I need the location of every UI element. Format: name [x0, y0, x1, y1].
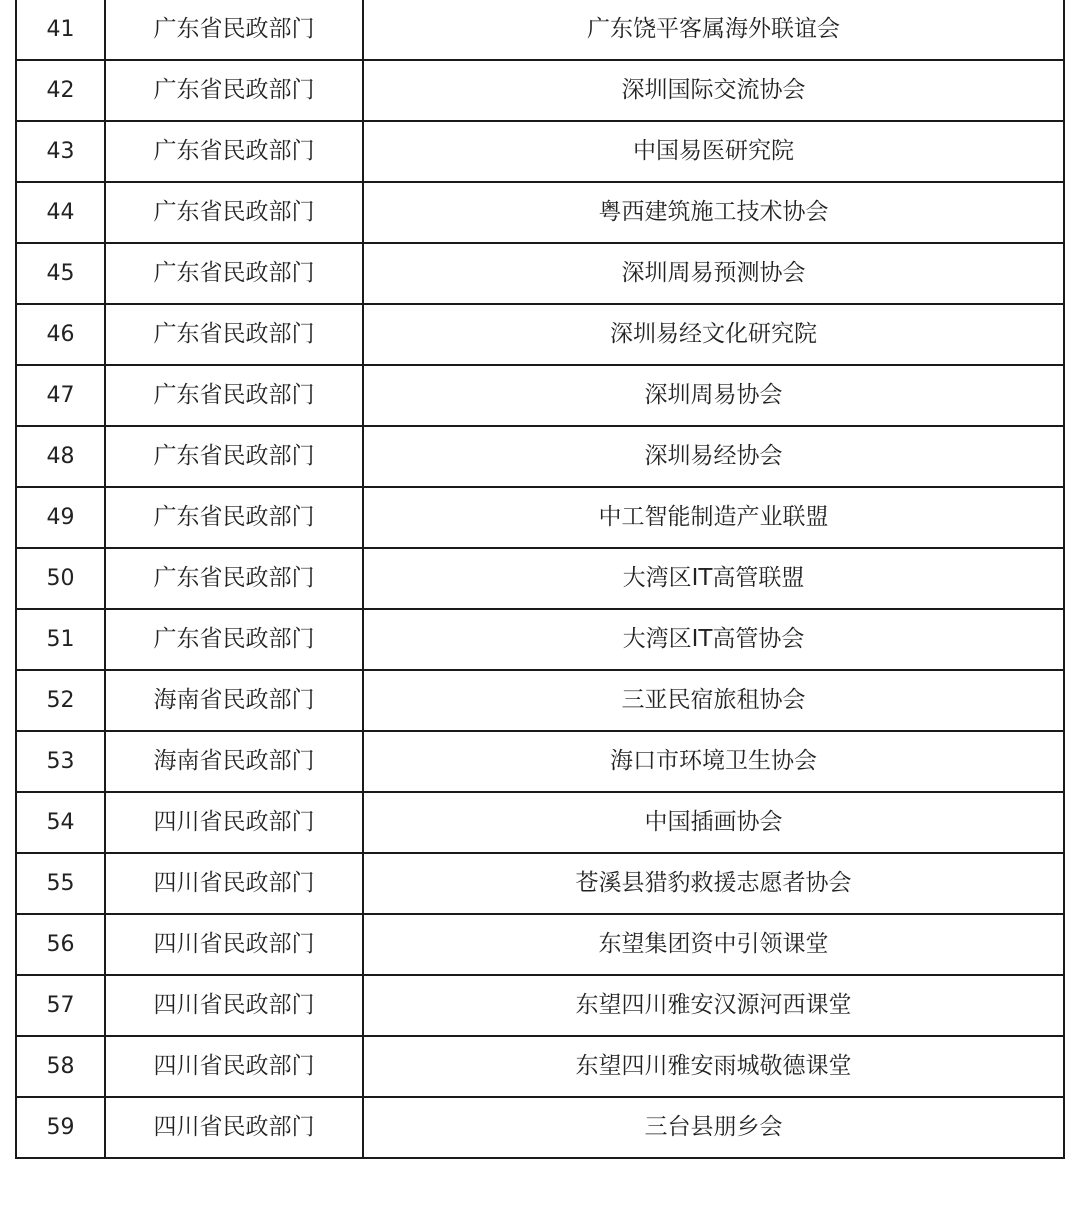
table-row — [16, 243, 1064, 304]
department-cell: 四川省民政部门 — [105, 1036, 363, 1097]
organization-name-cell: 海口市环境卫生协会 — [363, 731, 1064, 792]
department-cell: 广东省民政部门 — [105, 121, 363, 182]
organization-name-cell: 深圳国际交流协会 — [363, 60, 1064, 121]
row-number-cell: 45 — [16, 243, 105, 304]
table-row — [16, 975, 1064, 1036]
department-cell: 广东省民政部门 — [105, 487, 363, 548]
organization-name-cell: 中工智能制造产业联盟 — [363, 487, 1064, 548]
department-cell: 广东省民政部门 — [105, 243, 363, 304]
row-number-cell: 55 — [16, 853, 105, 914]
organization-name-cell: 苍溪县猎豹救援志愿者协会 — [363, 853, 1064, 914]
table-row — [16, 365, 1064, 426]
table-body — [16, 0, 1064, 1158]
row-number-cell: 48 — [16, 426, 105, 487]
table-row — [16, 1097, 1064, 1158]
organization-name-cell: 东望集团资中引领课堂 — [363, 914, 1064, 975]
department-cell: 广东省民政部门 — [105, 609, 363, 670]
table-row — [16, 487, 1064, 548]
table-row — [16, 426, 1064, 487]
department-cell: 四川省民政部门 — [105, 914, 363, 975]
department-cell: 广东省民政部门 — [105, 60, 363, 121]
table-row — [16, 182, 1064, 243]
organization-name-cell: 三亚民宿旅租协会 — [363, 670, 1064, 731]
table-row — [16, 853, 1064, 914]
row-number-cell: 47 — [16, 365, 105, 426]
organization-name-cell: 大湾区IT高管联盟 — [363, 548, 1064, 609]
organization-list-table — [15, 0, 1065, 1159]
row-number-cell: 59 — [16, 1097, 105, 1158]
organization-name-cell: 深圳易经协会 — [363, 426, 1064, 487]
department-cell: 广东省民政部门 — [105, 0, 363, 60]
table-row — [16, 0, 1064, 60]
row-number-cell: 50 — [16, 548, 105, 609]
row-number-cell: 58 — [16, 1036, 105, 1097]
department-cell: 四川省民政部门 — [105, 975, 363, 1036]
table-row — [16, 1036, 1064, 1097]
organization-name-cell: 深圳周易协会 — [363, 365, 1064, 426]
department-cell: 广东省民政部门 — [105, 548, 363, 609]
organization-name-cell: 东望四川雅安雨城敬德课堂 — [363, 1036, 1064, 1097]
table-row — [16, 60, 1064, 121]
department-cell: 广东省民政部门 — [105, 426, 363, 487]
table-row — [16, 609, 1064, 670]
organization-name-cell: 中国易医研究院 — [363, 121, 1064, 182]
row-number-cell: 57 — [16, 975, 105, 1036]
organization-name-cell: 大湾区IT高管协会 — [363, 609, 1064, 670]
department-cell: 广东省民政部门 — [105, 304, 363, 365]
department-cell: 广东省民政部门 — [105, 182, 363, 243]
organization-list-table-wrapper — [15, 0, 1063, 1159]
table-row — [16, 670, 1064, 731]
row-number-cell: 46 — [16, 304, 105, 365]
table-row — [16, 121, 1064, 182]
row-number-cell: 51 — [16, 609, 105, 670]
department-cell: 四川省民政部门 — [105, 792, 363, 853]
department-cell: 海南省民政部门 — [105, 670, 363, 731]
organization-name-cell: 中国插画协会 — [363, 792, 1064, 853]
row-number-cell: 42 — [16, 60, 105, 121]
department-cell: 广东省民政部门 — [105, 365, 363, 426]
row-number-cell: 49 — [16, 487, 105, 548]
department-cell: 四川省民政部门 — [105, 853, 363, 914]
row-number-cell: 54 — [16, 792, 105, 853]
organization-name-cell: 粤西建筑施工技术协会 — [363, 182, 1064, 243]
organization-name-cell: 深圳周易预测协会 — [363, 243, 1064, 304]
department-cell: 四川省民政部门 — [105, 1097, 363, 1158]
row-number-cell: 43 — [16, 121, 105, 182]
organization-name-cell: 东望四川雅安汉源河西课堂 — [363, 975, 1064, 1036]
row-number-cell: 53 — [16, 731, 105, 792]
table-row — [16, 548, 1064, 609]
row-number-cell: 52 — [16, 670, 105, 731]
organization-name-cell: 广东饶平客属海外联谊会 — [363, 0, 1064, 60]
organization-name-cell: 三台县朋乡会 — [363, 1097, 1064, 1158]
table-row — [16, 914, 1064, 975]
department-cell: 海南省民政部门 — [105, 731, 363, 792]
table-row — [16, 304, 1064, 365]
row-number-cell: 41 — [16, 0, 105, 60]
table-row — [16, 731, 1064, 792]
row-number-cell: 44 — [16, 182, 105, 243]
row-number-cell: 56 — [16, 914, 105, 975]
table-row — [16, 792, 1064, 853]
organization-name-cell: 深圳易经文化研究院 — [363, 304, 1064, 365]
